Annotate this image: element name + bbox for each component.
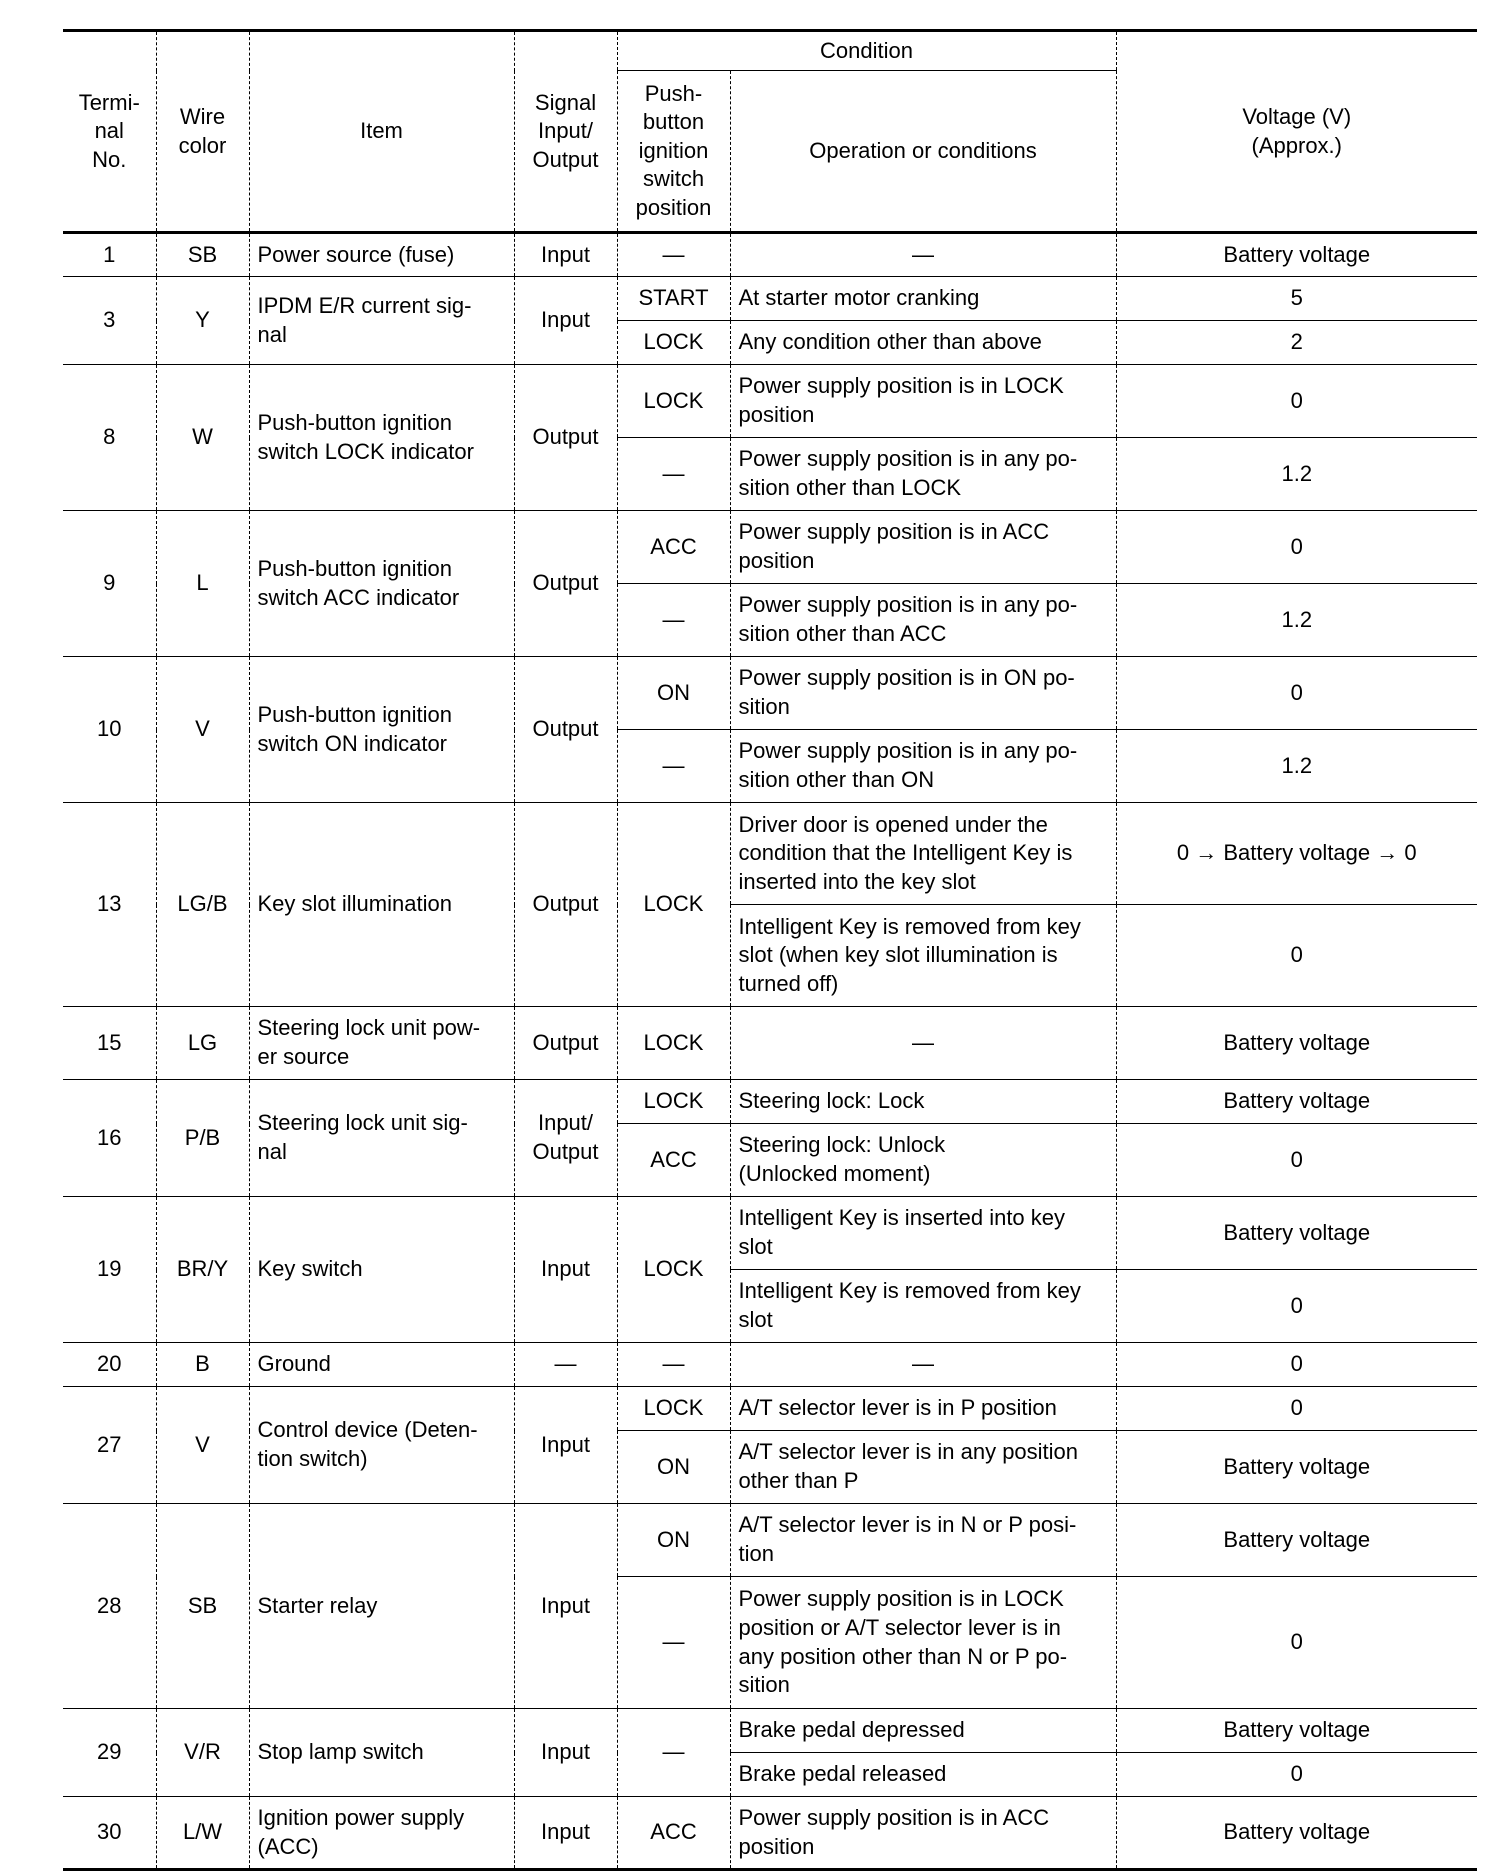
operation-cell: Any condition other than above xyxy=(730,321,1116,365)
switch-position-cell: LOCK xyxy=(617,1007,730,1080)
voltage-cell: Battery voltage xyxy=(1116,1709,1477,1753)
voltage-cell: Battery voltage xyxy=(1116,1007,1477,1080)
item-cell: Steering lock unit pow- er source xyxy=(249,1007,514,1080)
voltage-cell: 0 xyxy=(1116,905,1477,1007)
switch-position-cell: — xyxy=(617,1343,730,1387)
terminal-no-cell: 29 xyxy=(63,1709,156,1797)
switch-position-cell: LOCK xyxy=(617,1080,730,1124)
switch-position-cell: START xyxy=(617,277,730,321)
operation-cell: — xyxy=(730,1343,1116,1387)
table-row xyxy=(63,657,1477,730)
voltage-cell: 0 xyxy=(1116,1343,1477,1387)
item-cell: Stop lamp switch xyxy=(249,1709,514,1797)
wire-color-cell: LG xyxy=(156,1007,249,1080)
wire-color-cell: L/W xyxy=(156,1797,249,1870)
signal-io-cell: Output xyxy=(514,365,617,511)
terminal-no-cell: 3 xyxy=(63,277,156,365)
signal-io-cell: Output xyxy=(514,803,617,1007)
switch-position-cell: LOCK xyxy=(617,365,730,438)
voltage-cell: 0 → Battery voltage → 0 xyxy=(1116,803,1477,905)
item-cell: Power source (fuse) xyxy=(249,233,514,277)
voltage-cell: 0 xyxy=(1116,1387,1477,1431)
terminal-no-cell: 1 xyxy=(63,233,156,277)
voltage-cell: 0 xyxy=(1116,511,1477,584)
terminal-no-cell: 28 xyxy=(63,1504,156,1709)
header-signal-io: Signal Input/ Output xyxy=(514,31,617,233)
table-row xyxy=(63,1007,1477,1080)
voltage-cell: Battery voltage xyxy=(1116,1080,1477,1124)
operation-cell: — xyxy=(730,1007,1116,1080)
switch-position-cell: — xyxy=(617,438,730,511)
table-body xyxy=(63,233,1477,1870)
operation-cell: Power supply position is in ACC position xyxy=(730,511,1116,584)
voltage-cell: Battery voltage xyxy=(1116,233,1477,277)
voltage-cell: 1.2 xyxy=(1116,730,1477,803)
wire-color-cell: BR/Y xyxy=(156,1197,249,1343)
voltage-cell: Battery voltage xyxy=(1116,1197,1477,1270)
switch-position-cell: ON xyxy=(617,657,730,730)
operation-cell: Power supply position is in ACC position xyxy=(730,1797,1116,1870)
table-header xyxy=(63,31,1477,233)
operation-cell: Power supply position is in LOCK position or A/T selector lever is in any position other than N or P po- sition xyxy=(730,1577,1116,1709)
operation-cell: Driver door is opened under the condition that the Intelligent Key is inserted into the key slot xyxy=(730,803,1116,905)
voltage-cell: 0 xyxy=(1116,1753,1477,1797)
header-item: Item xyxy=(249,31,514,233)
table-row xyxy=(63,1504,1477,1577)
operation-cell: A/T selector lever is in N or P posi- tion xyxy=(730,1504,1116,1577)
signal-io-cell: Output xyxy=(514,1007,617,1080)
switch-position-cell: — xyxy=(617,1577,730,1709)
item-cell: Push-button ignition switch ON indicator xyxy=(249,657,514,803)
table-row xyxy=(63,1197,1477,1270)
signal-io-cell: Input xyxy=(514,277,617,365)
item-cell: Starter relay xyxy=(249,1504,514,1709)
header-switch-position: Push- button ignition switch position xyxy=(617,71,730,233)
table-row xyxy=(63,1080,1477,1124)
operation-cell: Power supply position is in any po- sition other than ACC xyxy=(730,584,1116,657)
switch-position-cell: — xyxy=(617,1709,730,1797)
terminal-no-cell: 8 xyxy=(63,365,156,511)
switch-position-cell: — xyxy=(617,730,730,803)
item-cell: Control device (Deten- tion switch) xyxy=(249,1387,514,1504)
table-row xyxy=(63,1709,1477,1753)
terminal-no-cell: 19 xyxy=(63,1197,156,1343)
operation-cell: Brake pedal released xyxy=(730,1753,1116,1797)
signal-io-cell: — xyxy=(514,1343,617,1387)
item-cell: Push-button ignition switch LOCK indicator xyxy=(249,365,514,511)
signal-io-cell: Input xyxy=(514,1197,617,1343)
operation-cell: Power supply position is in ON po- sition xyxy=(730,657,1116,730)
voltage-cell: Battery voltage xyxy=(1116,1504,1477,1577)
wire-color-cell: SB xyxy=(156,1504,249,1709)
header-voltage: Voltage (V) (Approx.) xyxy=(1116,31,1477,233)
header-condition: Condition xyxy=(617,31,1116,71)
wire-color-cell: V xyxy=(156,657,249,803)
item-cell: Push-button ignition switch ACC indicator xyxy=(249,511,514,657)
wire-color-cell: L xyxy=(156,511,249,657)
operation-cell: A/T selector lever is in P position xyxy=(730,1387,1116,1431)
terminal-no-cell: 10 xyxy=(63,657,156,803)
operation-cell: Intelligent Key is removed from key slot (when key slot illumination is turned off) xyxy=(730,905,1116,1007)
switch-position-cell: — xyxy=(617,584,730,657)
operation-cell: Intelligent Key is removed from key slot xyxy=(730,1270,1116,1343)
table-row xyxy=(63,1343,1477,1387)
switch-position-cell: LOCK xyxy=(617,1197,730,1343)
signal-io-cell: Output xyxy=(514,657,617,803)
terminal-table xyxy=(63,29,1477,1871)
operation-cell: Brake pedal depressed xyxy=(730,1709,1116,1753)
terminal-no-cell: 16 xyxy=(63,1080,156,1197)
wire-color-cell: B xyxy=(156,1343,249,1387)
table-row xyxy=(63,233,1477,277)
switch-position-cell: LOCK xyxy=(617,803,730,1007)
signal-io-cell: Input/ Output xyxy=(514,1080,617,1197)
wire-color-cell: W xyxy=(156,365,249,511)
switch-position-cell: LOCK xyxy=(617,321,730,365)
voltage-cell: 0 xyxy=(1116,1577,1477,1709)
operation-cell: A/T selector lever is in any position other than P xyxy=(730,1431,1116,1504)
item-cell: IPDM E/R current sig- nal xyxy=(249,277,514,365)
operation-cell: — xyxy=(730,233,1116,277)
switch-position-cell: LOCK xyxy=(617,1387,730,1431)
operation-cell: Steering lock: Lock xyxy=(730,1080,1116,1124)
signal-io-cell: Input xyxy=(514,1797,617,1870)
terminal-no-cell: 13 xyxy=(63,803,156,1007)
header-terminal-no: Termi- nal No. xyxy=(63,31,156,233)
item-cell: Key switch xyxy=(249,1197,514,1343)
signal-io-cell: Output xyxy=(514,511,617,657)
item-cell: Ignition power supply (ACC) xyxy=(249,1797,514,1870)
table-row xyxy=(63,365,1477,438)
operation-cell: Intelligent Key is inserted into key slot xyxy=(730,1197,1116,1270)
voltage-cell: 0 xyxy=(1116,1124,1477,1197)
terminal-no-cell: 15 xyxy=(63,1007,156,1080)
switch-position-cell: — xyxy=(617,233,730,277)
terminal-no-cell: 20 xyxy=(63,1343,156,1387)
voltage-cell: 5 xyxy=(1116,277,1477,321)
switch-position-cell: ON xyxy=(617,1504,730,1577)
signal-io-cell: Input xyxy=(514,233,617,277)
wire-color-cell: LG/B xyxy=(156,803,249,1007)
switch-position-cell: ACC xyxy=(617,1124,730,1197)
table-row xyxy=(63,1797,1477,1870)
operation-cell: At starter motor cranking xyxy=(730,277,1116,321)
voltage-cell: 0 xyxy=(1116,1270,1477,1343)
operation-cell: Power supply position is in any po- sition other than ON xyxy=(730,730,1116,803)
header-wire-color: Wire color xyxy=(156,31,249,233)
switch-position-cell: ACC xyxy=(617,1797,730,1870)
terminal-no-cell: 9 xyxy=(63,511,156,657)
table-row xyxy=(63,277,1477,321)
wire-color-cell: V/R xyxy=(156,1709,249,1797)
signal-io-cell: Input xyxy=(514,1709,617,1797)
table-row xyxy=(63,511,1477,584)
terminal-no-cell: 27 xyxy=(63,1387,156,1504)
operation-cell: Power supply position is in any po- sition other than LOCK xyxy=(730,438,1116,511)
switch-position-cell: ON xyxy=(617,1431,730,1504)
voltage-cell: 1.2 xyxy=(1116,584,1477,657)
item-cell: Ground xyxy=(249,1343,514,1387)
item-cell: Key slot illumination xyxy=(249,803,514,1007)
header-operation: Operation or conditions xyxy=(730,71,1116,233)
wire-color-cell: Y xyxy=(156,277,249,365)
wire-color-cell: P/B xyxy=(156,1080,249,1197)
operation-cell: Steering lock: Unlock (Unlocked moment) xyxy=(730,1124,1116,1197)
switch-position-cell: ACC xyxy=(617,511,730,584)
voltage-cell: Battery voltage xyxy=(1116,1797,1477,1870)
terminal-no-cell: 30 xyxy=(63,1797,156,1870)
table-row xyxy=(63,1387,1477,1431)
item-cell: Steering lock unit sig- nal xyxy=(249,1080,514,1197)
voltage-cell: Battery voltage xyxy=(1116,1431,1477,1504)
signal-io-cell: Input xyxy=(514,1504,617,1709)
voltage-cell: 2 xyxy=(1116,321,1477,365)
operation-cell: Power supply position is in LOCK position xyxy=(730,365,1116,438)
wire-color-cell: SB xyxy=(156,233,249,277)
voltage-cell: 1.2 xyxy=(1116,438,1477,511)
voltage-cell: 0 xyxy=(1116,657,1477,730)
wire-color-cell: V xyxy=(156,1387,249,1504)
voltage-cell: 0 xyxy=(1116,365,1477,438)
table-row xyxy=(63,803,1477,905)
signal-io-cell: Input xyxy=(514,1387,617,1504)
